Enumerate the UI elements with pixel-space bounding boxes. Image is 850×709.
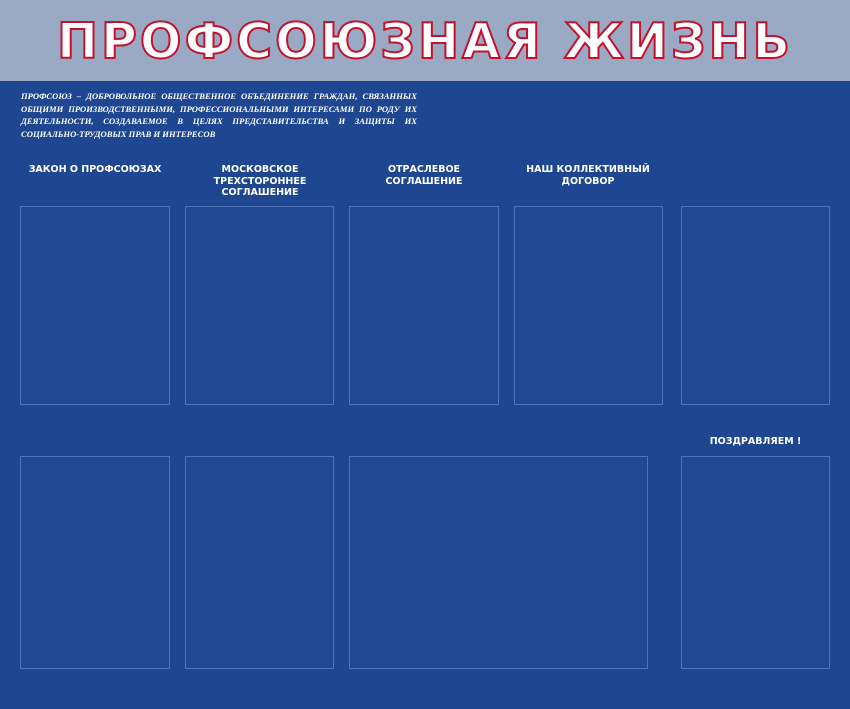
panel-extra	[681, 206, 830, 405]
panel-bottom-1	[20, 456, 170, 669]
page-title: ПРОФСОЮЗНАЯ ЖИЗНЬ	[57, 13, 793, 70]
panel-collective-agreement	[514, 206, 663, 405]
heading-congratulations: ПОЗДРАВЛЯЕМ !	[709, 436, 802, 447]
panel-law	[20, 206, 170, 405]
heading-law: ЗАКОН О ПРОФСОЮЗАХ	[28, 164, 162, 175]
heading-moscow-agreement: МОСКОВСКОЕ ТРЕХСТОРОННЕЕ СОГЛАШЕНИЕ	[213, 164, 307, 198]
panel-bottom-2	[185, 456, 334, 669]
intro-text: ПРОФСОЮЗ – ДОБРОВОЛЬНОЕ ОБЩЕСТВЕННОЕ ОБЪЕДИНЕНИЕ ГРАЖДАН, СВЯЗАННЫХ ОБЩИМИ ПРОИЗВОДСТВЕННЫМИ, ПРОФЕССИОНАЛЬНЫМИ ИНТЕРЕСАМИ ПО РОДУ ИХ ДЕЯТЕЛЬНОСТИ, СОЗДАВАЕМОЕ В ЦЕЛЯХ ПРЕДСТАВИТЕЛЬСТВА И ЗАЩИТЫ ИХ СОЦИАЛЬНО-ТРУДОВЫХ ПРАВ И ИНТЕРЕСОВ	[21, 91, 417, 139]
panel-industry-agreement	[349, 206, 499, 405]
panel-congratulations	[681, 456, 830, 669]
heading-industry-agreement: ОТРАСЛЕВОЕ СОГЛАШЕНИЕ	[385, 164, 463, 187]
panel-bottom-wide	[349, 456, 648, 669]
heading-collective-agreement: НАШ КОЛЛЕКТИВНЫЙ ДОГОВОР	[526, 164, 650, 187]
panel-moscow-agreement	[185, 206, 334, 405]
